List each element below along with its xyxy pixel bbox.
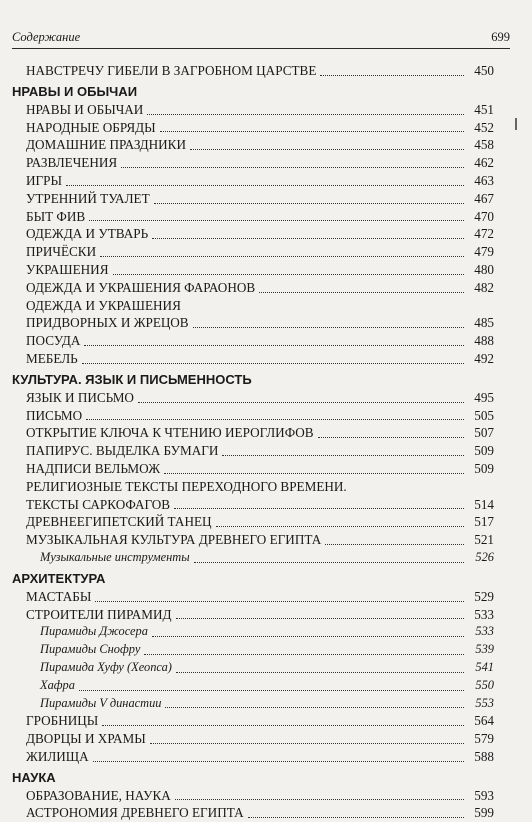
entry-title: ТЕКСТЫ САРКОФАГОВ — [26, 496, 171, 512]
dot-leader — [176, 671, 464, 673]
dot-leader — [144, 653, 464, 655]
toc-entry[interactable] — [12, 787, 494, 805]
toc-entry[interactable] — [12, 261, 494, 279]
entry-title: УТРЕННИЙ ТУАЛЕТ — [26, 190, 150, 206]
entry-page: 599 — [474, 805, 494, 821]
entry-page: 470 — [474, 208, 494, 224]
entry-title: РАЗВЛЕЧЕНИЯ — [26, 155, 118, 171]
entry-title: ПИСЬМО — [26, 407, 83, 423]
entry-title: Пирамиды V династии — [40, 695, 162, 710]
entry-page: 521 — [474, 532, 494, 548]
entry-title: ОДЕЖДА И УТВАРЬ — [26, 226, 149, 242]
dot-leader — [89, 219, 464, 221]
entry-title: МАСТАБЫ — [26, 588, 92, 604]
dot-leader — [325, 543, 464, 545]
toc-entry[interactable] — [12, 641, 494, 659]
toc-entry[interactable] — [12, 243, 494, 261]
dot-leader — [150, 742, 464, 744]
toc-entry[interactable] — [12, 748, 494, 766]
toc-entry[interactable] — [12, 314, 494, 332]
margin-mark — [515, 118, 517, 130]
entry-page: 479 — [474, 244, 494, 260]
entry-title: ОДЕЖДА И УКРАШЕНИЯ — [26, 297, 181, 313]
section-heading: АРХИТЕКТУРА — [12, 570, 106, 586]
entry-page: 467 — [474, 190, 494, 206]
toc-entry[interactable] — [12, 190, 494, 208]
entry-page: 450 — [474, 63, 494, 78]
toc-entry[interactable] — [12, 442, 494, 460]
toc-entry[interactable] — [12, 389, 494, 407]
toc-entry[interactable] — [12, 549, 494, 567]
entry-page: 541 — [475, 659, 494, 674]
toc-entry[interactable] — [12, 496, 494, 514]
entry-title: РЕЛИГИОЗНЫЕ ТЕКСТЫ ПЕРЕХОДНОГО ВРЕМЕНИ. — [26, 478, 347, 494]
toc-entry[interactable] — [12, 62, 494, 80]
entry-title: АСТРОНОМИЯ ДРЕВНЕГО ЕГИПТА — [26, 805, 244, 821]
entry-title: ГРОБНИЦЫ — [26, 713, 99, 729]
dot-leader — [174, 507, 464, 509]
dot-leader — [86, 418, 464, 420]
entry-page: 507 — [474, 425, 494, 441]
dot-leader — [66, 184, 464, 186]
dot-leader — [95, 600, 464, 602]
entry-title: НРАВЫ И ОБЫЧАИ — [26, 101, 144, 117]
entry-title: ЖИЛИЩА — [26, 748, 89, 764]
entry-page: 533 — [474, 606, 494, 622]
dot-leader — [190, 148, 464, 150]
entry-title: ДРЕВНЕЕГИПЕТСКИЙ ТАНЕЦ — [26, 514, 212, 530]
entry-title: УКРАШЕНИЯ — [26, 261, 109, 277]
toc-entry[interactable] — [12, 804, 494, 822]
entry-page: 550 — [475, 677, 494, 692]
entry-title: МУЗЫКАЛЬНАЯ КУЛЬТУРА ДРЕВНЕГО ЕГИПТА — [26, 532, 322, 548]
header-title: Содержание — [12, 30, 81, 44]
dot-leader — [165, 706, 464, 708]
dot-leader — [248, 816, 464, 818]
entry-title: ДОМАШНИЕ ПРАЗДНИКИ — [26, 137, 186, 153]
entry-page: 517 — [474, 514, 494, 530]
entry-page: 539 — [475, 642, 494, 657]
dot-leader — [152, 635, 464, 637]
entry-page: 593 — [474, 787, 494, 803]
entry-page: 509 — [474, 460, 494, 476]
entry-page: 451 — [474, 101, 494, 117]
dot-leader — [318, 436, 464, 438]
entry-page: 472 — [474, 226, 494, 242]
toc-entry[interactable] — [12, 208, 494, 226]
entry-title: НАРОДНЫЕ ОБРЯДЫ — [26, 119, 156, 135]
entry-title: Пирамиды Снофру — [40, 642, 141, 657]
dot-leader — [193, 326, 464, 328]
dot-leader — [216, 525, 464, 527]
dot-leader — [175, 798, 464, 800]
entry-page: 480 — [474, 261, 494, 277]
toc-entry[interactable] — [12, 730, 494, 748]
entry-page: 452 — [474, 119, 494, 135]
entry-title: ДВОРЦЫ И ХРАМЫ — [26, 731, 146, 747]
toc-entry[interactable] — [12, 424, 494, 442]
toc-entry[interactable] — [12, 136, 494, 154]
entry-page: 533 — [475, 624, 494, 639]
dot-leader — [93, 760, 464, 762]
dot-leader — [84, 344, 464, 346]
section-heading: КУЛЬТУРА. ЯЗЫК И ПИСЬМЕННОСТЬ — [12, 371, 252, 387]
entry-page: 509 — [474, 443, 494, 459]
entry-title: Пирамида Хуфу (Хеопса) — [40, 659, 172, 674]
entry-title: ОДЕЖДА И УКРАШЕНИЯ ФАРАОНОВ — [26, 279, 256, 295]
page-number: 699 — [491, 30, 510, 44]
toc-entry[interactable] — [12, 350, 494, 368]
entry-title: НАДПИСИ ВЕЛЬМОЖ — [26, 460, 161, 476]
toc-entry[interactable] — [12, 225, 494, 243]
entry-page: 482 — [474, 279, 494, 295]
entry-page: 529 — [474, 588, 494, 604]
entry-title: ПАПИРУС. ВЫДЕЛКА БУМАГИ — [26, 443, 219, 459]
dot-leader — [154, 202, 464, 204]
toc-entry[interactable] — [12, 712, 494, 730]
toc-entry[interactable] — [12, 172, 494, 190]
entry-page: 458 — [474, 137, 494, 153]
dot-leader — [138, 401, 464, 403]
entry-title: ОТКРЫТИЕ КЛЮЧА К ЧТЕНИЮ ИЕРОГЛИФОВ — [26, 425, 314, 441]
entry-title: ЯЗЫК И ПИСЬМО — [26, 389, 134, 405]
entry-page: 463 — [474, 172, 494, 188]
toc-entry[interactable] — [12, 623, 494, 641]
entry-title: НАВСТРЕЧУ ГИБЕЛИ В ЗАГРОБНОМ ЦАРСТВЕ — [26, 63, 317, 78]
entry-title: ОБРАЗОВАНИЕ, НАУКА — [26, 787, 171, 803]
entry-title: ПОСУДА — [26, 333, 81, 349]
entry-title: ИГРЫ — [26, 172, 62, 188]
toc-entry[interactable] — [12, 606, 494, 624]
entry-title: Музыкальные инструменты — [40, 549, 190, 564]
entry-title: МЕБЕЛЬ — [26, 350, 78, 366]
section-heading: НРАВЫ И ОБЫЧАИ — [12, 83, 138, 99]
toc-entry-line — [12, 478, 494, 496]
table-of-contents — [12, 62, 494, 822]
toc-entry[interactable] — [12, 677, 494, 695]
toc-entry[interactable] — [12, 154, 494, 172]
dot-leader — [176, 617, 464, 619]
toc-entry-line — [12, 297, 494, 315]
dot-leader — [152, 237, 464, 239]
entry-title: Пирамиды Джосера — [40, 624, 148, 639]
entry-page: 505 — [474, 407, 494, 423]
entry-title: Хафра — [40, 677, 75, 692]
entry-page: 514 — [474, 496, 494, 512]
entry-page: 553 — [475, 695, 494, 710]
entry-title: БЫТ ФИВ — [26, 208, 86, 224]
running-header — [12, 30, 510, 49]
dot-leader — [194, 561, 464, 563]
toc-entry[interactable] — [12, 659, 494, 677]
dot-leader — [147, 113, 464, 115]
toc-entry[interactable] — [12, 101, 494, 119]
dot-leader — [160, 130, 464, 132]
entry-page: 564 — [474, 713, 494, 729]
entry-page: 462 — [474, 155, 494, 171]
dot-leader — [79, 689, 464, 691]
toc-entry[interactable] — [12, 695, 494, 713]
toc-entry[interactable] — [12, 513, 494, 531]
toc-entry[interactable] — [12, 332, 494, 350]
toc-entry[interactable] — [12, 407, 494, 425]
entry-page: 526 — [475, 549, 494, 564]
toc-entry[interactable] — [12, 460, 494, 478]
dot-leader — [121, 166, 464, 168]
dot-leader — [82, 362, 464, 364]
dot-leader — [222, 454, 464, 456]
entry-page: 579 — [474, 731, 494, 747]
toc-entry[interactable] — [12, 531, 494, 549]
entry-title: ПРИЧЁСКИ — [26, 244, 97, 260]
dot-leader — [164, 472, 464, 474]
entry-page: 485 — [474, 315, 494, 331]
entry-page: 588 — [474, 748, 494, 764]
toc-entry[interactable] — [12, 279, 494, 297]
entry-page: 492 — [474, 350, 494, 366]
entry-page: 488 — [474, 333, 494, 349]
entry-title: СТРОИТЕЛИ ПИРАМИД — [26, 606, 172, 622]
section-heading: НАУКА — [12, 769, 56, 785]
entry-title: ПРИДВОРНЫХ И ЖРЕЦОВ — [26, 315, 189, 331]
dot-leader — [259, 291, 464, 293]
dot-leader — [100, 255, 464, 257]
entry-page: 495 — [474, 389, 494, 405]
dot-leader — [320, 74, 464, 76]
dot-leader — [113, 273, 464, 275]
toc-entry[interactable] — [12, 119, 494, 137]
dot-leader — [102, 724, 464, 726]
toc-entry[interactable] — [12, 588, 494, 606]
